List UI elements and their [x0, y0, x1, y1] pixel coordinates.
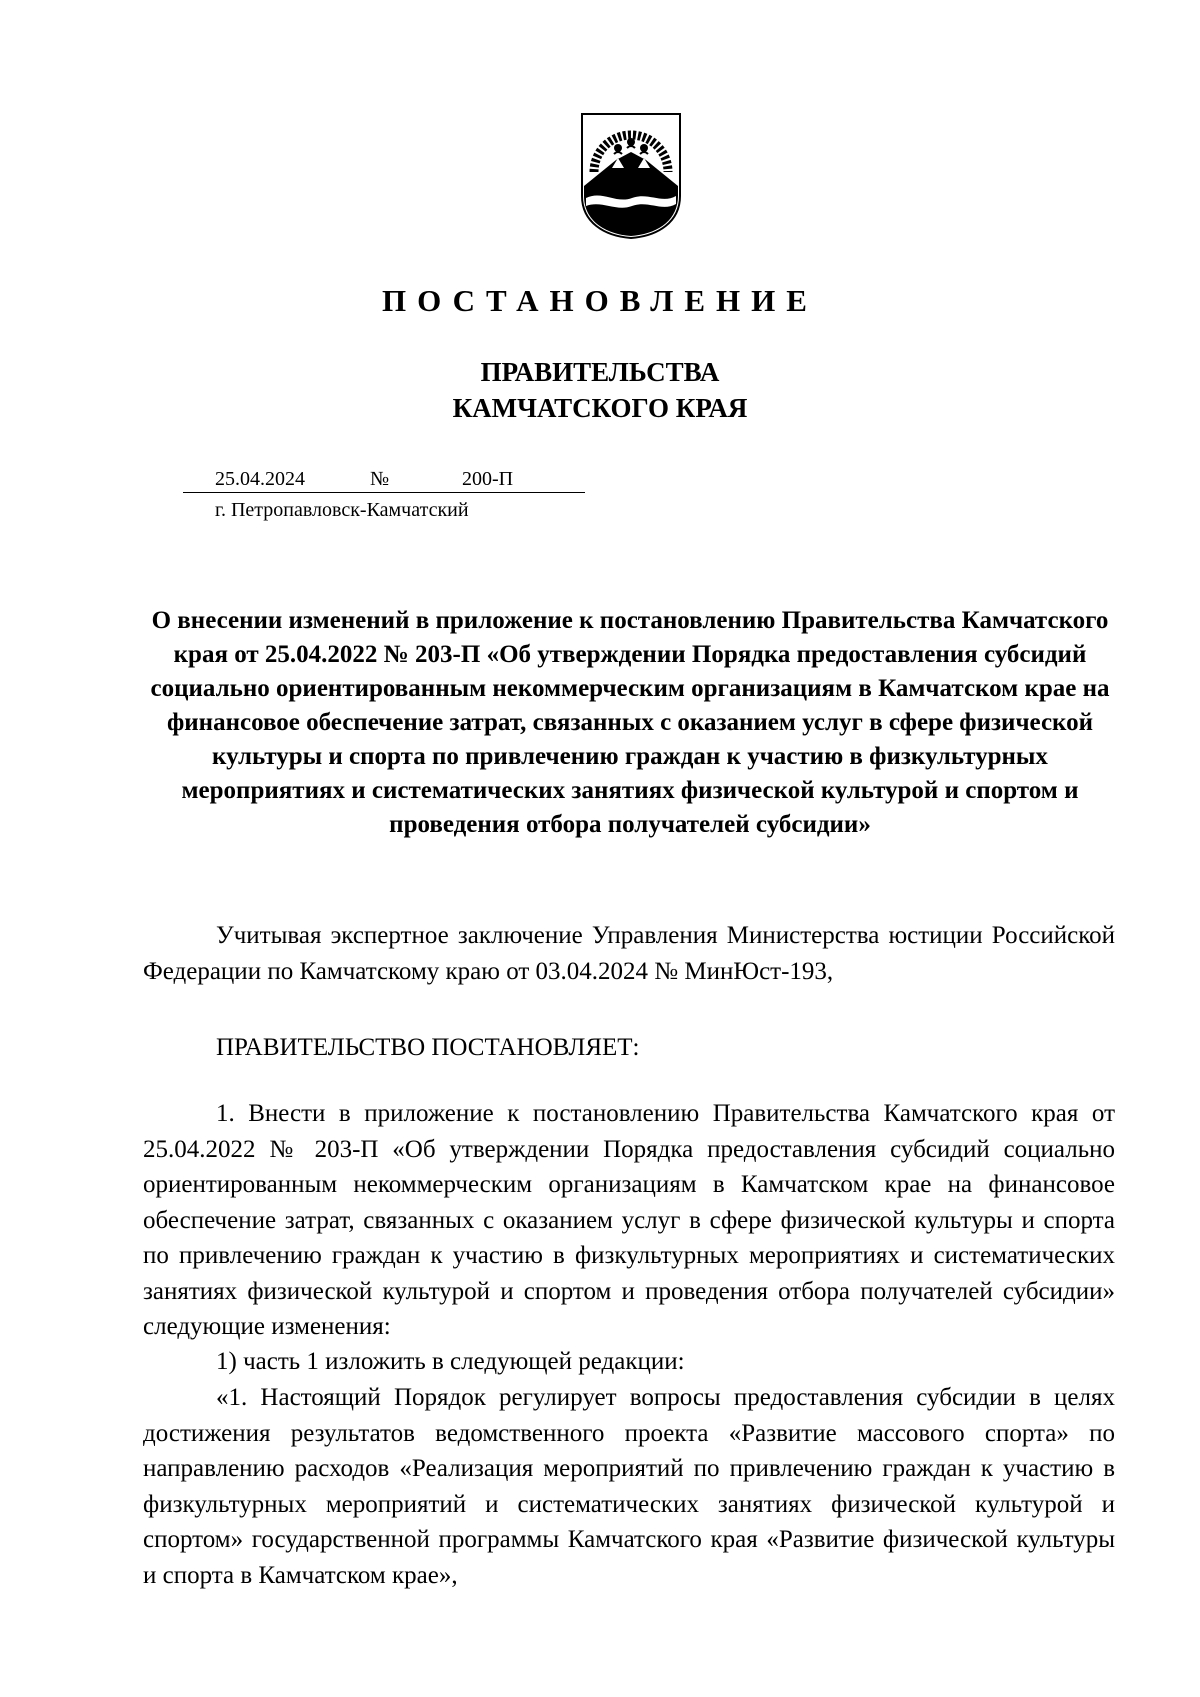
registration-underline: [183, 492, 585, 493]
quoted-part-1-paragraph: «1. Настоящий Порядок регулирует вопросы предоставления субсидии в целях достижения результатов ведомственного проекта «Развитие массового спорта» по направлению расходов «Реализация мероприятий по привлечению граждан к участию в физкультурных мероприятий и систематических занятиях физической культурой и спортом» государственной программы Камчатского края «Развитие физической культуры и спорта в Камчатском крае»,: [143, 1384, 1115, 1589]
registration-place: г. Петропавловск-Камчатский: [215, 499, 469, 521]
item-1-paragraph: 1. Внести в приложение к постановлению Правительства Камчатского края от 25.04.2022 № 203-П «Об утверждении Порядка предоставления субсидий социально ориентированным некоммерческим организациям в Камчатском крае на финансовое обеспечение затрат, связанных с оказанием услуг в сфере физической культуры и спорта по привлечению граждан к участию в физкультурных мероприятиях и систематических занятиях физической культурой и спортом и проведения отбора получателей субсидии» следующие изменения:: [143, 1100, 1115, 1340]
registration-number: 200-П: [462, 468, 514, 490]
document-title: О внесении изменений в приложение к постановлению Правительства Камчатского края от 25.04.2022 № 203-П «Об утверждении Порядка предоставления субсидий социально ориентированным некоммерческим организациям в Камчатском крае на финансовое обеспечение затрат, связанных с оказанием услуг в сфере физической культуры и спорта по привлечению граждан к участию в физкультурных мероприятиях и систематических занятиях физической культурой и спортом и проведения отбора получателей субсидии»: [150, 607, 1110, 838]
resolves-paragraph: ПРАВИТЕЛЬСТВО ПОСТАНОВЛЯЕТ:: [216, 1034, 640, 1061]
issuer-heading: [0, 354, 1200, 426]
issuer-line-1: ПРАВИТЕЛЬСТВА: [480, 357, 720, 387]
subitem-1-paragraph: 1) часть 1 изложить в следующей редакции:: [216, 1348, 685, 1375]
kamchatka-coat-of-arms-icon: [580, 112, 682, 240]
document-type-heading: ПОСТАНОВЛЕНИЕ: [382, 283, 818, 318]
preamble-paragraph: Учитывая экспертное заключение Управления Министерства юстиции Российской Федерации по Камчатскому краю от 03.04.2024 № МинЮст-193,: [143, 922, 1115, 985]
registration-number-sign: №: [370, 468, 390, 490]
registration-date: 25.04.2024: [215, 468, 305, 490]
issuer-line-2: КАМЧАТСКОГО КРАЯ: [452, 393, 748, 423]
